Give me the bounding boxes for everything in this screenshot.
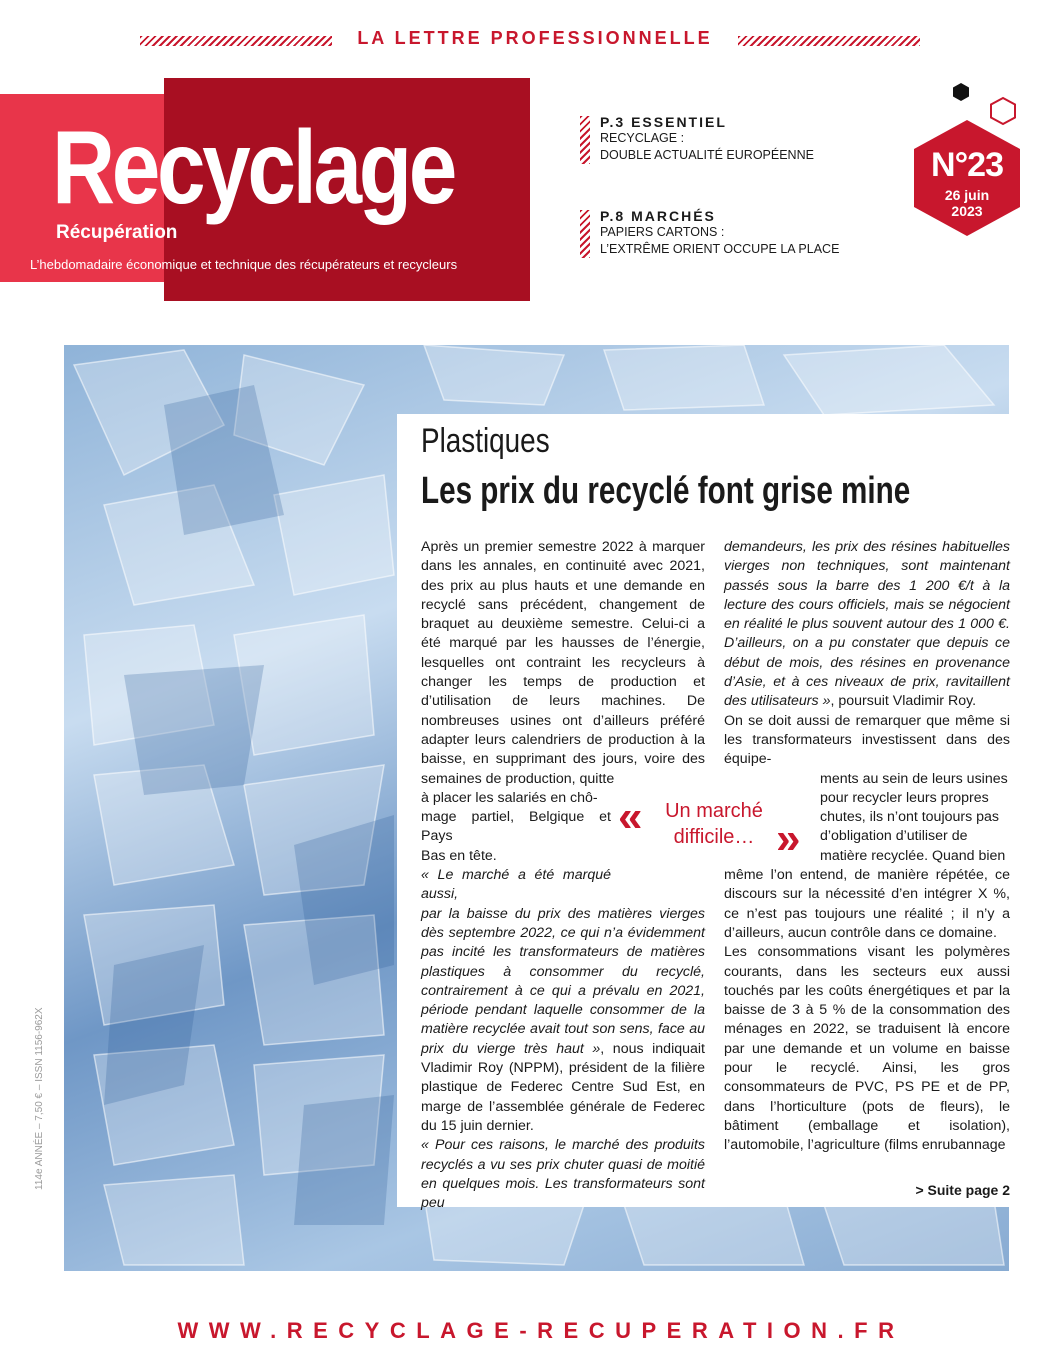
paragraph: « Pour ces raisons, le marché des produits recyclés a vu ses prix chuter quasi de moitié en quelques mois. Les transformateurs sont peu (421, 1137, 705, 1212)
paragraph: Après un premier semestre 2022 à marquer dans les annales, en continuité avec 2021, des prix au plus hauts et une demande en recyclé sans précédent, changement de braquet au deuxième semestre. Celui-ci a été marqué par les hausses de l’énergie, lesquelles ont contraint les recycleurs à changer les temps de production et d’utilisation de leurs machines. De nombreuses usines ont d’ailleurs préféré adapter leurs calendriers de production à la baisse, en supprimant des jours, voire des semaines de production, quitte (421, 539, 705, 787)
top-banner (0, 26, 1058, 58)
pull-quote (616, 792, 816, 863)
issue-date-year: 2023 (951, 203, 983, 219)
article-headline: Les prix du recyclé font grise mine (421, 470, 911, 512)
footer-url[interactable]: WWW.RECYCLAGE-RECUPERATION.FR (177, 1318, 905, 1343)
teaser-marches[interactable] (580, 208, 910, 258)
attribution-text: , nous indiquait Vladimir Roy (NPPM), président de la filière plastique de Federec Centre Sud Est, en marge de l’assemblée générale de Federec du 15 juin dernier. (421, 1040, 705, 1134)
paragraph-line: à placer les salariés en chô- (421, 789, 598, 806)
quote-text: demandeurs, les prix des résines habituelles vierges non techniques, sont maintenant passés sous la barre des 1 200 €/t à la lecture des cours officiels, mais se négocient en réalité le plus souvent autour des 1 000 €. D’ailleurs, on a pu constater que depuis ce début de mois, des résines en provenance d’Asie, et à ces niveaux de prix, ravitaillent des utilisateurs » (724, 539, 1010, 710)
quote-open-mark: « (618, 792, 643, 841)
teaser-essentiel[interactable] (580, 114, 910, 164)
paragraph-line: Bas en tête. (421, 847, 497, 864)
teaser-line: RECYCLAGE : (600, 131, 685, 145)
side-issn-text: 114e ANNÉE – 7,50 € – ISSN 1156-962X (34, 1007, 45, 1190)
hexagon-filled-icon (951, 82, 971, 102)
issue-number: N°23 (931, 146, 1003, 184)
logo-title: Recyclage (52, 110, 455, 226)
pull-quote-line: difficile… (673, 826, 755, 848)
paragraph-line: ments au sein de leurs usines (820, 770, 1008, 787)
continued-link[interactable]: > Suite page 2 (915, 1182, 1010, 1198)
paragraph (421, 905, 705, 1137)
issue-date (912, 187, 1022, 219)
banner-stripes-right (738, 36, 920, 46)
paragraph: On se doit aussi de remarquer que même si les transformateurs investissent dans des équipe- (724, 712, 1010, 768)
teaser-line: DOUBLE ACTUALITÉ EUROPÉENNE (600, 148, 814, 162)
pull-quote-text (644, 798, 784, 850)
article-column-1 (421, 538, 705, 1213)
teaser-stripes (580, 210, 590, 258)
banner-stripes-left (140, 36, 332, 46)
teaser-head: P.8 MARCHÉS (600, 208, 716, 224)
issue-date-day: 26 juin (944, 187, 990, 203)
paragraph-line: d’obligation d’utiliser de (820, 828, 968, 845)
attribution-text: , poursuit Vladimir Roy. (830, 693, 977, 710)
teaser-line: PAPIERS CARTONS : (600, 225, 725, 239)
paragraph-line: pour recycler leurs propres (820, 789, 989, 806)
paragraph-line: mage partiel, Belgique et Pays (421, 809, 611, 845)
teaser-stripes (580, 116, 590, 164)
paragraph: même l’on entend, de manière répétée, ce discours sur la nécessité d’en intégrer X %, ce n’est pas toujours une réalité ; il n’y a d’ailleurs, aucun contrôle dans ce domaine. (724, 867, 1010, 941)
paragraph-line: matière recyclée. Quand bien (820, 847, 1006, 864)
paragraph-line: « Le marché a été marqué aussi, (421, 867, 611, 903)
teaser-line: L’EXTRÊME ORIENT OCCUPE LA PLACE (600, 242, 840, 256)
article-kicker: Plastiques (421, 422, 550, 460)
pull-quote-line: Un marché (665, 800, 763, 822)
quote-text: par la baisse du prix des matières vierges dès septembre 2022, ce qui n’a évidemment pas incité les transformateurs de matières plastiques à consommer du recyclé, contrairement à ce qui a prévalu en 2021, période pendant laquelle consommer de la matière recyclée avait tout son sens, face au prix du vierge très haut » (421, 905, 705, 1057)
logo-subtitle: Récupération (56, 222, 178, 243)
paragraph (724, 538, 1010, 712)
banner-title: LA LETTRE PROFESSIONNELLE (357, 28, 713, 48)
quote-close-mark: » (776, 814, 801, 863)
tagline: L’hebdomadaire économique et technique des récupérateurs et recycleurs (30, 257, 458, 272)
paragraph-line: chutes, ils n’ont toujours pas (820, 809, 1000, 826)
paragraph: Les consommations visant les polymères courants, dans les secteurs eux aussi touchés par les coûts énergétiques et par la baisse de 3 à 5 % de la consommation des ménages en 2022, se traduisent là encore par une demande et un volume en baisse pour le recyclé. Ainsi, les gros consommateurs de PVC, PS PE et de PP, dans l’horticulture (pots de fleurs), le bâtiment (emballage et isolation), l’automobile, l’agriculture (films enrubannage (724, 944, 1010, 1154)
teaser-head: P.3 ESSENTIEL (600, 114, 727, 130)
